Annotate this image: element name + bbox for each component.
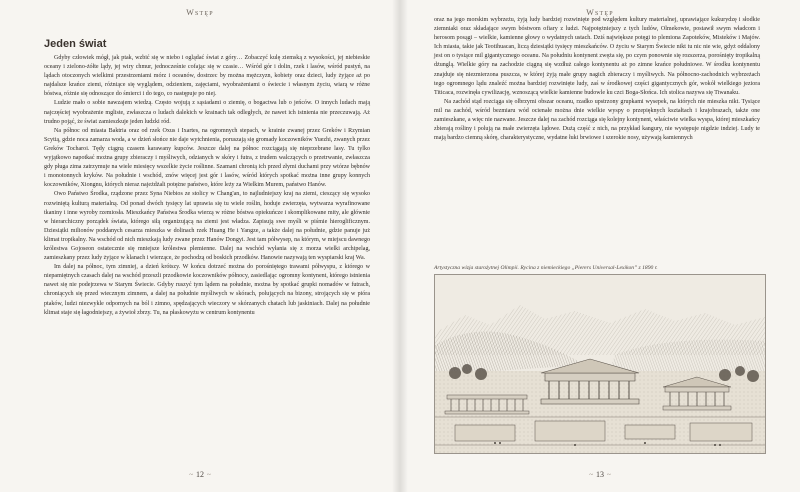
folio-ornament-icon: ~ bbox=[589, 471, 593, 479]
left-body-text bbox=[44, 54, 370, 318]
paragraph: Im dalej na północ, tym zimniej, a dzień krótszy. W końcu dotrzeć można do porośniętego trawami półwyspu, z którego w niepamiętnych czasach dalej na wschód przeszli przodkowie koczowników północy, zasiedlając ogromny kontynent, którego istnienia nawet się nie podejrzewa w Starym Świecie. Gdyby ruszyć tym lądem na południe, można by spotkać grupki nomadów w futrach, chroniących się przed wiecznym zimnem, a dalej na południe myśliwych w skórach, polujących na bizony, strojących się w pióra ptaków, ludzi niezwykle odpornych na ból i zimno, spędzających wieczory w skórzanych chatach lub jaskiniach. Dalej na południe klimat staje się łagodniejszy, a żywioł zbrzy. Tu, na płaskowyżu w centrum kontynentu bbox=[44, 264, 370, 316]
folio-ornament-icon: ~ bbox=[607, 471, 611, 479]
page-number-left bbox=[0, 470, 400, 479]
folio-number: 13 bbox=[596, 470, 604, 479]
paragraph: Na zachód stąd rozciąga się olbrzymi obszar oceanu, rzadko upstrzony grupkami wysepek, na których nie mieszka nikt. Tysiące mil na zachód, wśród bezmiaru wód ocienałe można dnie wielkie wyspy o przepięknych kształtach i krajobrazach, także one zamieszkane, a więc nie nazwane. Jeszcze dalej na zachód rozciąga się kolejny kontynent, właściwie wielka wyspa, której mieszkańcy zbierają rośliny i polują na małe zwierzęta lądowe. Dużą część z nich, na przykład kangury, nie występuje nigdzie indziej. Ludy te mają bardzo ciemną skórę, charakterystyczne, wydatne łuki brwiowe i szerokie nosy, używają kamiennych bbox=[434, 98, 760, 142]
paragraph: Gdyby człowiek mógł, jak ptak, wzbić się w niebo i oglądać świat z góry… Zobaczyć kulę ziemską z wysokości, jej niebieskie oceany i zielono-żółte lądy, jej wiry chmur, jednocześnie cofając się w czasie… Wśród gór i dolin, rzek i lasów, wśród pustyń, na lądach otoczonych wielkimi przestrzeniami mórz i oceanów, dostrzec by można mężczyzn, kobiety oraz dzieci, ludy żyjące aż po najdalsze krańce ziemi, różniące się wyglądem, odzieniem, zajęciami, wyobrażeniami o świecie i własnym życiu, wiarą w różne bóstwa, różnie się odnoszące do śmierci i do tego, co następuje po niej. bbox=[44, 55, 370, 98]
right-body-text bbox=[434, 16, 760, 143]
page-number-right bbox=[400, 470, 800, 479]
folio-ornament-icon: ~ bbox=[207, 471, 211, 479]
paragraph: Na północ od miasta Baktria oraz od rzek Oxus i Ixartes, na ogromnych stepach, w krainie zwanej przez Greków i Rzymian Scytią, gdzie noca zamarza woda, a w dzień słońce nie daje wytchnienia, poruszają się gromady koczowników Yuezhi, zwanych przez Greków Tocharoi. Tędy ciągną czasem karawany kupców. Jeszcze dalej na północ rozciągają się nieprzebrane lasy. Tu tylko wyjątkowo napotkać można grupy zbieraczy i myśliwych, odzianych w skóry i futra, z trudem walczących o przetrwanie, zwłaszcza gdy pługa zima zatrzymuje na wiele miesięcy wszelkie życie roślinne. Szamani chronią ich przed złymi duchami przy wtórze bębnów i monotonnych kryków. Na południe i wschód, znów więcej jest gór i lasów, wśród których spotkać można inne grupy konnych koczowników, Xiongnu, których nieraz najeżdżali potężne państwo, które leży za Wielkim Murem, państwo Hanów. bbox=[44, 127, 370, 189]
paragraph: Owo Państwo Środka, rządzone przez Syna Niebios ze stolicy w Chang'an, to najludniejszy kraj na ziemi, cieszący się wysoko rozwiniętą kulturą materialną. Od ponad dwóch tysięcy lat uprawia się tu wiele roślin, hoduje zwierzęta, wytwarza wyrafinowane tkaniny i inne wyroby rzemiosła. Mieszkańcy Państwa Środka wierzą w różne bóstwa opiekuńcze i skomplikowane mity, ale głównie w hierarchiczny porządek świata, którego siłą organizującą na ziemi jest władza. Zapisują swe myśli w piśmie hieroglificznym. Dziesiątki milionów poddanych cesarza mieszka w dolinach rzek Huang He i Yangze, a także dalej na południe, gdzie panuje już klimat tropikalny. Na wschód od nich mieszkają ludy zwane przez Hanów Dongyi. Jest tam półwysep, na którym, w miejscu dawnego królestwa Gojoseon ostatecznie się mniejsze królestwa plemienne. Dalej na wschód wyłania się z morza wielki archipelag, zamieszkany przez ludy żyjące w klanach i wierzące, że pochodzą od boskich przodków. Hanowie nazywają ten wyspiarski kraj Wa. bbox=[44, 191, 370, 262]
right-page bbox=[400, 0, 800, 492]
folio-ornament-icon: ~ bbox=[189, 471, 193, 479]
paragraph: Ludzie mało o sobie nawzajem wiedzą. Często wojują z sąsiadami o ziemię, o bogactwa lub o jeńców. O innych ludach mają najczęściej wyobrażenie mgliste, zwłaszcza o ludach dalekich w krainach tak odległych, że nawet ich istnienia nie przeczuwają. Aż trudno pojąć, że świat zamieszkuje jeden ludzki ród. bbox=[44, 100, 370, 125]
folio-number: 12 bbox=[196, 470, 204, 479]
paragraph: oraz na jego morskim wybrzeżu, żyją ludy bardziej rozwinięte pod względem kultury materialnej, uprawiające kukurydzę i słodkie ziemniaki oraz składające swym bóstwom ofiary z ludzi. Najpotężniejszy z tych ludów, Olmekowie, postawił swym władcom i herosom posągi – wielkie, kamienne głowy o wydatnych ustach. Dziś największe potęgi to plemiona Zapoteków, Misteków i Majów. Ich miasta, takie jak Teotihuacan, liczą dziesiątki tysięcy mieszkańców. O życiu w Starym Świecie nikt tu nic nie wie, gdyż oddalony jest on o tysiące mil gigantycznego oceanu. Na południu kontynent zwęża się, po czym ponownie się rozszerza, porośnięty tropikalną dżunglą. Wielkie góry na zachodzie ciągną się wzdłuż całego kontynentu aż po zimne krańce południowe. W środku kontynentu znajduje się niezmierzona puszcza, w której żyją małe grupy nagich zbieraczy i myśliwych. Na północno-zachodnich wybrzeżach tego ogromnego lądu znaleźć można bardziej rozwinięte ludy, zaś w środkowej części gigantycznych gór, wokół wielkiego jeziora Titicaca, rozwinęła cywilizację, wznoszącą wielkie kamienne budowle ku czci Boga-Słońca. Ich stolica nazywa się Tiwanaku. bbox=[434, 17, 760, 96]
running-head-left: Wstęp bbox=[186, 8, 214, 17]
illustration-caption: Artystyczna wizja starożytnej Olimpii. Rycina z niemieckiego „Pierers Universal-Lexikon” z 1890 r. bbox=[434, 265, 658, 271]
section-title: Jeden świat bbox=[44, 38, 107, 50]
engraving-artwork bbox=[435, 275, 765, 453]
running-head-right: Wstęp bbox=[586, 8, 614, 17]
olympia-engraving-illustration bbox=[434, 274, 766, 454]
